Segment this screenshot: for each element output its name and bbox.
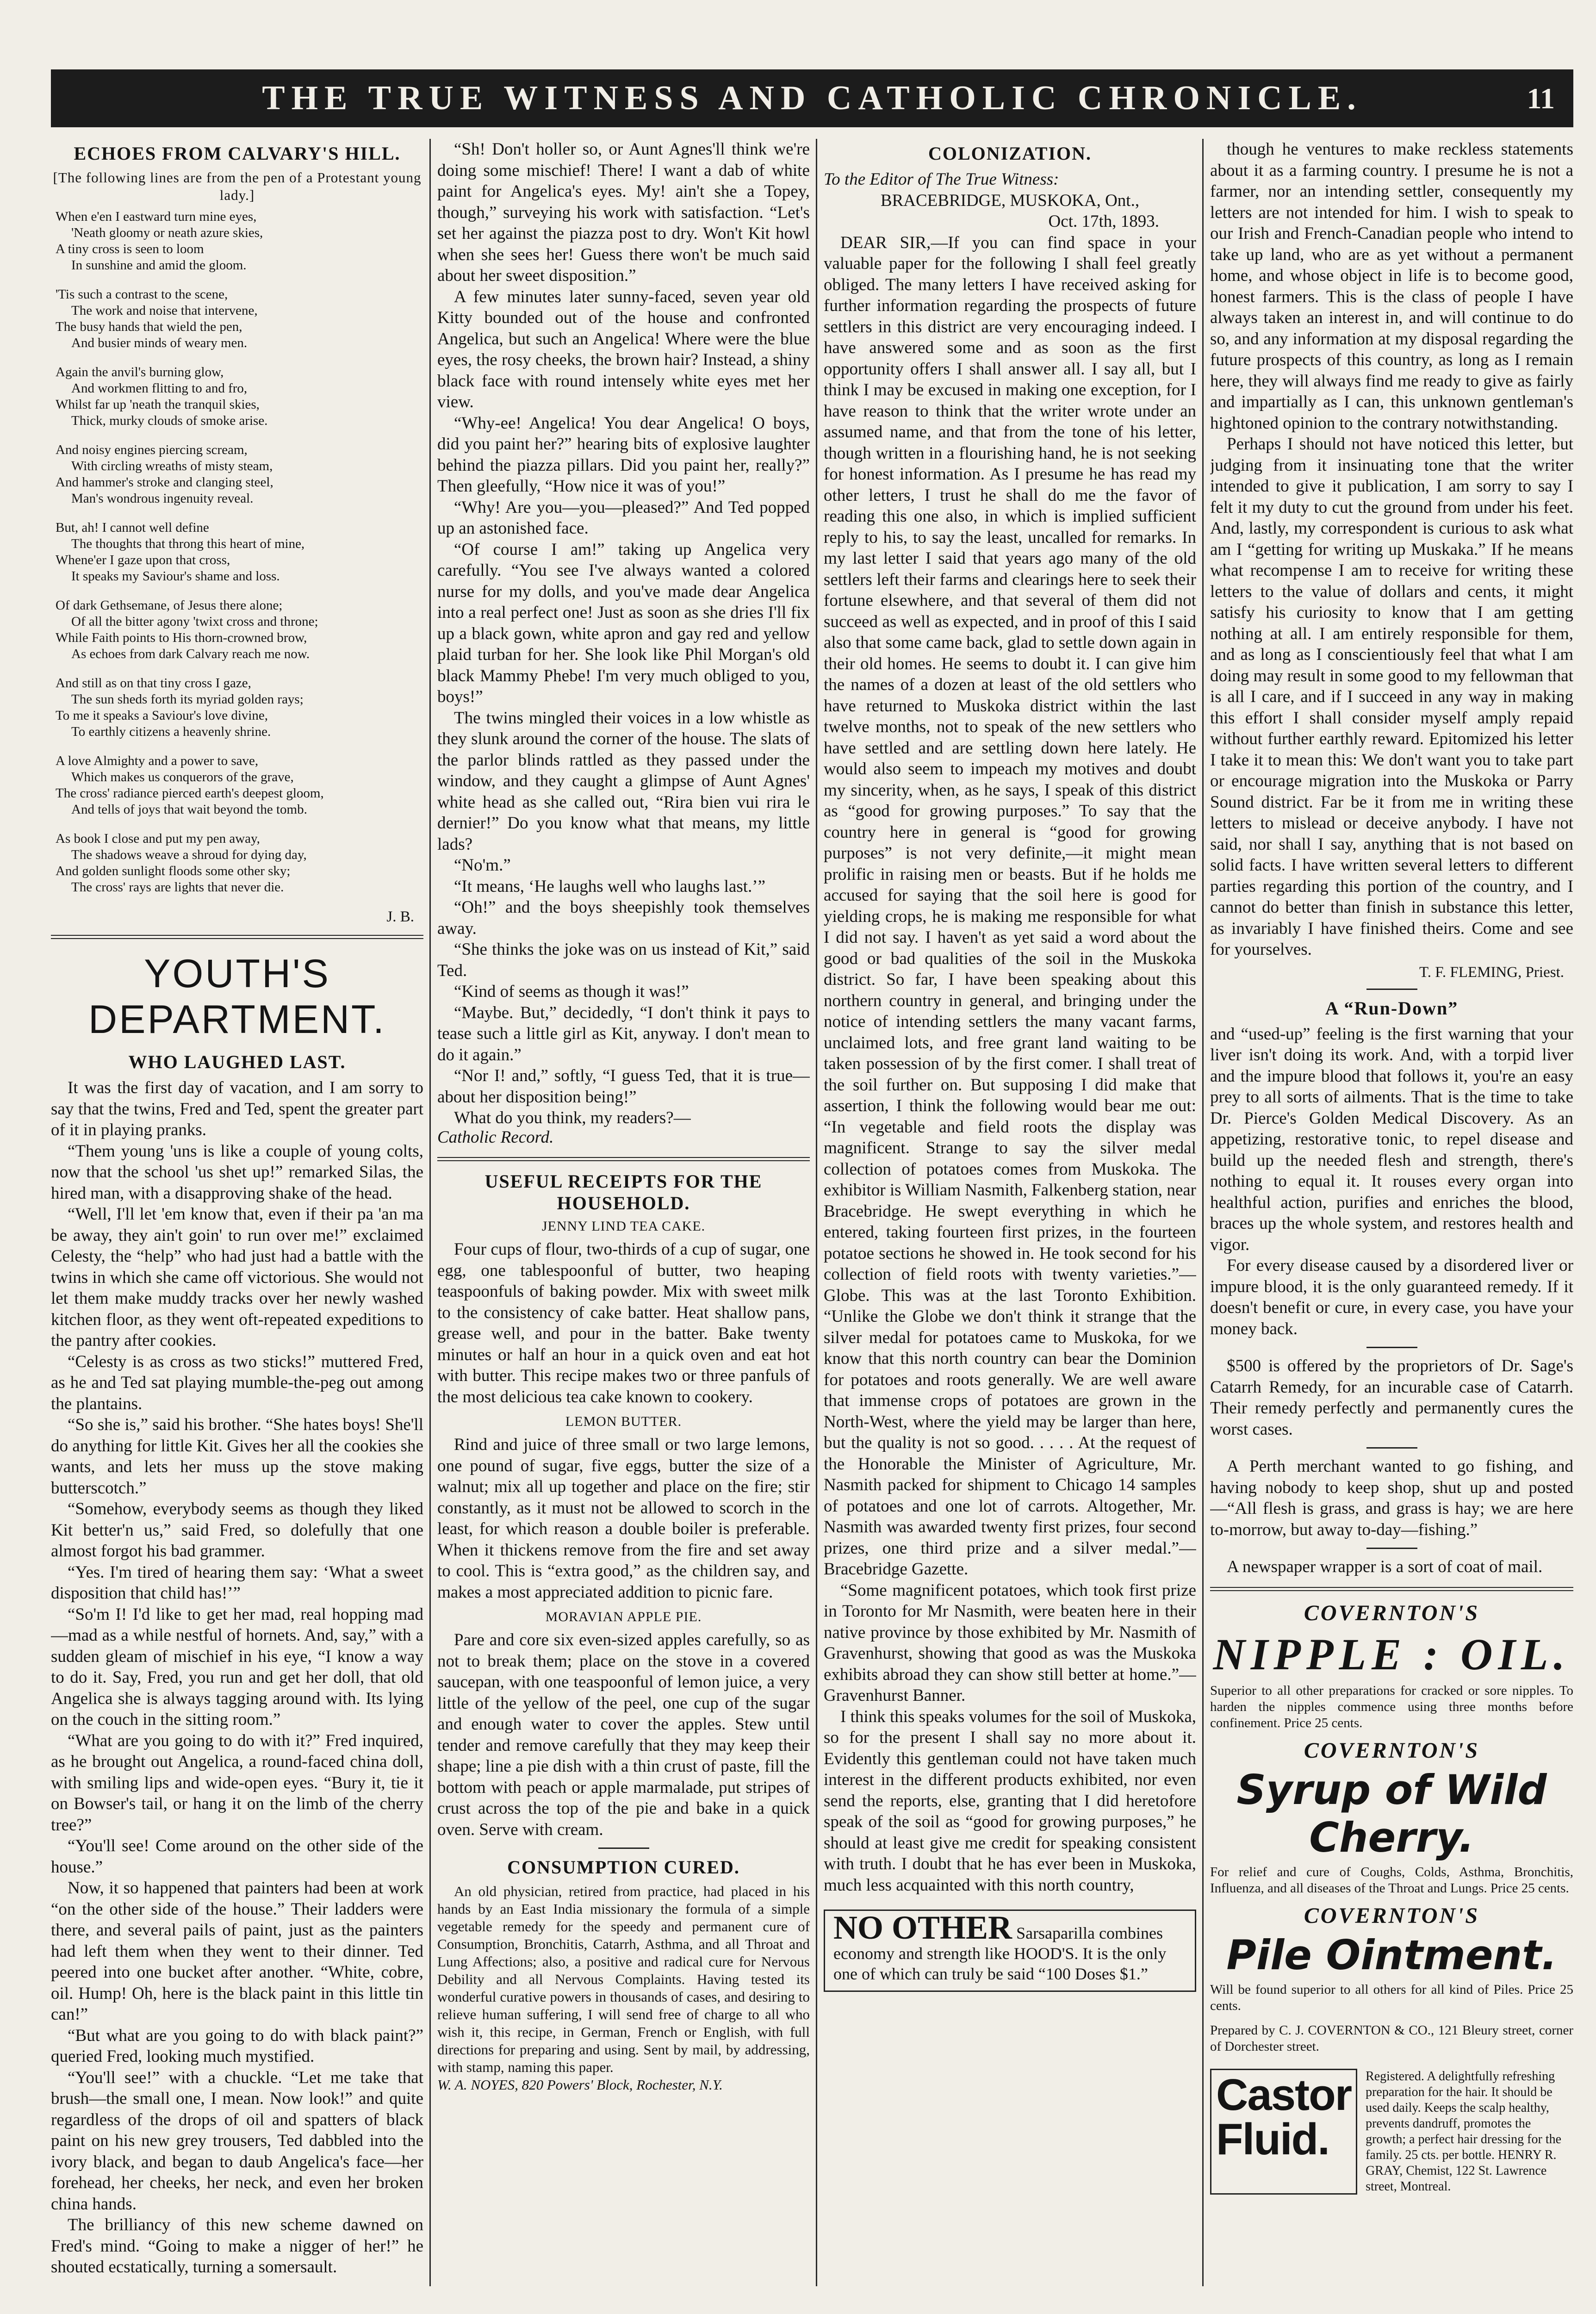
recipe-title: MORAVIAN APPLE PIE. bbox=[545, 1609, 702, 1624]
castor-fluid-text: Registered. A delightfully refreshing preparation for the hair. It should be used daily. Keeps the scalp healthy, prevents dandruff, promotes the growth; a perfect hair dressing for the family. 25 cts. per bottle. HENRY R. GRAY, Chemist, 122 St. Lawrence street, Montreal. bbox=[1366, 2069, 1562, 2194]
poem-line: It speaks my Saviour's shame and loss. bbox=[71, 569, 280, 584]
receipts-title: USEFUL RECEIPTS FOR THE HOUSEHOLD. bbox=[484, 1171, 763, 1213]
poem-line: The busy hands that wield the pen, bbox=[56, 319, 242, 334]
poem-note: [The following lines are from the pen of a Protestant young lady.] bbox=[53, 169, 422, 203]
paragraph: A few minutes later sunny-faced, seven year old Kitty bounded out of the house and confronted Angelica, but such an Angelica! Where were the blue eyes, the rosy cheeks, the brown hair? Instead, a shiny black face with round intensely white eyes met her view. bbox=[437, 287, 810, 411]
column-1 bbox=[51, 139, 423, 2295]
poem-line: While Faith points to His thorn-crowned brow, bbox=[56, 630, 307, 645]
paragraph: “Of course I am!” taking up Angelica very carefully. “You see I've always wanted a colored nurse for my dolls, and you've made dear Angelica into a real perfect one! Just as soon as she dries I'll fix up a black gown, white apron and gay red and yellow plaid turban for her. She look like Phil Morgan's old black Mammy Phebe! I'm very much obliged to you, boys!” bbox=[437, 540, 810, 706]
recipe-text: Rind and juice of three small or two large lemons, one pound of sugar, five eggs, butter the size of a walnut; mix all up together and place on the fire; stir constantly, as it must not be allowed to scorch in the least, for which reason a double boiler is preferable. When it thickens remove from the fire and set away to cool. This is “extra good,” as the children say, and makes a most appreciated addition to picnic fare. bbox=[437, 1435, 810, 1602]
column-2 bbox=[437, 139, 810, 2295]
paragraph: “But what are you going to do with black paint?” queried Fred, looking much mystified. bbox=[51, 2026, 423, 2066]
poem-line: And noisy engines piercing scream, bbox=[56, 442, 248, 457]
dateline-place: BRACEBRIDGE, MUSKOKA, Ont., bbox=[880, 191, 1140, 210]
nipple-oil-text: Superior to all other preparations for cracked or sore nipples. To harden the nipples commence using three months before confinement. Price 25 cents. bbox=[1210, 1683, 1573, 1730]
paragraph: It was the first day of vacation, and I am sorry to say that the twins, Fred and Ted, spent the greater part of it in playing pranks. bbox=[51, 1078, 423, 1139]
paragraph: “Nor I! and,” softly, “I guess Ted, that it is true—about her disposition being!” bbox=[437, 1066, 810, 1107]
paragraph: “Sh! Don't holler so, or Aunt Agnes'll think we're doing some mischief! There! I want a dab of white paint for Angelica's eyes. My! ain't she a Topey, though,” surveying his work with satisfaction. “Let's set her against the piazza post to dry. Won't Kit howl when she sees her! Guess there won't be much said about her sweet disposition.” bbox=[437, 140, 810, 285]
divider bbox=[437, 1157, 810, 1161]
paragraph: “She thinks the joke was on us instead of Kit,” said Ted. bbox=[437, 940, 810, 980]
castor-fluid-advertisement bbox=[1210, 2069, 1573, 2195]
poem-line: To earthly citizens a heavenly shrine. bbox=[71, 724, 271, 739]
paragraph: “What are you going to do with it?” Fred inquired, as he brought out Angelica, a round-faced china doll, with smiling lips and wide-open eyes. “Bury it, tie it on Bowser's tail, or hang it on the limb of the cherry tree?” bbox=[51, 1731, 423, 1835]
paragraph: “Somehow, everybody seems as though they liked Kit better'n us,” said Fred, so dolefully that one almost forgot his bad grammer. bbox=[51, 1499, 423, 1561]
poem-line: The cross' radiance pierced earth's deepest gloom, bbox=[56, 786, 324, 801]
recipe-text: Pare and core six even-sized apples carefully, so as not to break them; place on the stove in a covered saucepan, with one teaspoonful of lemon juice, a very little of the yellow of the peel, one cup of the sugar and enough water to cover the apples. Stew until tender and remove carefully that they may keep their shape; line a pie dish with a thin crust of paste, fill the bottom with peach or apple marmalade, put stripes of crust across the top of the pie and bake in a quick oven. Serve with cream. bbox=[437, 1630, 810, 1839]
paragraph: “Well, I'll let 'em know that, even if their pa 'an ma be away, they ain't goin' to run over me!” exclaimed Celesty, the “help” who had just had a battle with the twins in which she came off victorious. She would not let them make muddy tracks over her newly washed kitchen floor, as they went oft-repeated expeditions to the pantry after cookies. bbox=[51, 1205, 423, 1350]
divider bbox=[51, 935, 423, 939]
recipe-text: Four cups of flour, two-thirds of a cup of sugar, one egg, one tablespoonful of butter, two heaping teaspoonfuls of baking powder. Mix with sweet milk to the consistency of cake batter. Heat shallow pans, grease well, and pour in the batter. Bake twenty minutes or half an hour in a quick oven and eat hot with butter. This recipe makes two or three panfuls of the most delicious tea cake known to cookery. bbox=[437, 1240, 810, 1406]
poem-line: And hammer's stroke and clanging steel, bbox=[56, 475, 273, 490]
poem-line: And tells of joys that wait beyond the tomb. bbox=[71, 802, 307, 817]
paragraph: DEAR SIR,—If you can find space in your valuable paper for the following I shall feel greatly obliged. The many letters I have received asking for further information regarding the prospects of future settlers in this district are very encouraging indeed. I have answered some and as soon as the first opportunity offers I shall answer all. I say all, but I think I may be excused in making one exception, for I have reason to think that the writer wrote under an assumed name, and that from the tone of his letter, though written in a flourishing hand, he is not seeking for honest information. As I presume he has read my other letters, I trust he shall do me the favor of reading this one also, in which is implied sufficient reply to his, to say the least, uncalled for remarks. In my last letter I said that years ago many of the old settlers left their farms and clearings here to seek their fortune elsewhere, and that several of them did not succeed as well as expected, and in proof of this I said also that some came back, glad to settle down again in their old homes. He seems to doubt it. I can give him the names of a dozen at least of the old settlers who have returned to Muskoka district within the last twelve months, not to speak of the new settlers who have settled and are settling down here lately. He would also seem to impeach my motives and doubt my sincerity, when, as he says, I speak of this district as “good for growing purposes.” To say that the country here in general is “good for growing purposes” is not very definite,—it might mean prolific in raising men or beasts. But if he holds me accused for saying that the soil here is good for yielding crops, he is making me responsible for what I did not say. I haven't as yet said a word about the good or bad qualities of the soil in the Muskoka district. So far, I have been speaking about this northern country in general, and bringing under the notice of intending settlers the many vacant farms, unclaimed lots, and free grant land waiting to be taken possession of by the first comer. I shall treat of the soil further on. But supposing I did make that assertion, I think the following would bear me out: “In vegetable and field roots the display was magnificent. Strange to say the silver medal collection of potatoes comes from Muskoka. The exhibitor is William Nasmith, Falkenberg station, near Bracebridge. He swept everything in which he entered, taking fourteen first prizes, in the fourteen potatoe sections he showed in. He took second for his collection of field roots with twenty varieties.”—Globe. This was at the last Toronto Exhibition. “Unlike the Globe we don't think it strange that the silver medal for potatoes came to Muskoka, for we know that this north country can bear the Dominion for potatoes and roots generally. We are well aware that immense crops of potatoes are grown in the North-West, where the yield may be larger than here, but the quality is not so good. . . . . At the request of the Honorable the Minister of Agriculture, Mr. Nasmith packed for shipment to Chicago 14 samples of potatoes and one lot of carrots. Altogether, Mr. Nasmith was awarded twenty first prizes, four second prizes, one third prize and a silver medal.”—Bracebridge Gazette. bbox=[824, 233, 1196, 1579]
paragraph: though he ventures to make reckless statements about it as a farming country. I presume he is not a farmer, nor an intending settler, consequently my letters are not intended for him. I wish to speak to our Irish and French-Canadian people who intend to take up land, who are as yet without a permanent home, and whose object in life is to become good, honest farmers. This is the class of people I have always taken an interest in, and will continue to do so, and any information at my disposal regarding the future prospects of this country, as long as I remain here, they will always find me ready to give as fairly and impartially as I can, this unknown gentleman's hightoned opinion to the contrary notwithstanding. bbox=[1210, 140, 1573, 433]
poem-line: Whene'er I gaze upon that cross, bbox=[56, 553, 230, 567]
poem-line: Of all the bitter agony 'twixt cross and throne; bbox=[71, 614, 318, 629]
divider bbox=[1366, 1347, 1417, 1348]
poem-line: And still as on that tiny cross I gaze, bbox=[56, 676, 251, 690]
poem-line: The thoughts that throng this heart of mine, bbox=[71, 536, 305, 551]
paragraph: “It means, ‘He laughs well who laughs last.’” bbox=[454, 877, 766, 896]
poem-line: As echoes from dark Calvary reach me now. bbox=[71, 647, 310, 661]
paragraph: “Maybe. But,” decidedly, “I don't think it pays to tease such a little girl as Kit, anyway. I don't mean to do it again.” bbox=[437, 1003, 810, 1064]
rundown-text: and “used-up” feeling is the first warning that your liver isn't doing its work. And, with a torpid liver and the impure blood that follows it, you're an easy prey to all sorts of ailments. That is the time to take Dr. Pierce's Golden Medical Discovery. As an appetizing, restorative tonic, to repel disease and build up the needed flesh and strength, there's nothing to equal it. It rouses every organ into healthful action, purifies and enriches the blood, braces up the whole system, and restores health and vigor. bbox=[1210, 1024, 1573, 1254]
poem-stanza bbox=[51, 831, 423, 896]
paragraph: “Why! Are you—you—pleased?” And Ted popped up an astonished face. bbox=[437, 498, 810, 538]
poem-line: The sun sheds forth its myriad golden rays; bbox=[71, 692, 304, 707]
story-continued bbox=[437, 139, 810, 1129]
divider bbox=[1366, 989, 1417, 990]
masthead-title: THE TRUE WITNESS AND CATHOLIC CHRONICLE. bbox=[262, 79, 1362, 117]
recipe-title: JENNY LIND TEA CAKE. bbox=[541, 1219, 706, 1234]
paragraph: Perhaps I should not have noticed this letter, but judging from it insinuating tone that the writer intended to give it publication, I am sorry to say I felt it my duty to cut the ground from under his feet. And, lastly, my correspondent is curious to ask what am I “getting for writing up Muskaka.” If he means what recompense I am to receive for writing these letters to the value of dollars and cents, it might satisfy his curiosity to know that I am getting nothing at all. I am entirely responsible for them, and as long as I conscientiously feel that what I am doing may result in some good to my fellowman that is all I care, and if I succeed in any way in making this effort I shall consider myself amply repaid without further earthly reward. Epitomized his letter I take it to mean this: We don't want you to take part or encourage migration into the Muskoka or Parry Sound district. Far be it from me in writing these letters to mislead or deceive anybody. I have not said, nor shall I say, anything that is not based on solid facts. I have written several letters to different parties regarding this portion of the country, and I cannot do better than finish in substance this letter, as invariably I have finished theirs. Come and see for yourselves. bbox=[1210, 435, 1573, 959]
poem-stanza bbox=[51, 286, 423, 351]
to-editor: To the Editor of The True Witness: bbox=[824, 170, 1059, 189]
column-3 bbox=[824, 139, 1196, 2295]
story-source: Catholic Record. bbox=[437, 1127, 554, 1147]
dateline-date: Oct. 17th, 1893. bbox=[1048, 212, 1159, 231]
prepared-by: Prepared by C. J. COVERNTON & CO., 121 Bleury street, corner of Dorchester street. bbox=[1210, 2022, 1573, 2054]
rundown-text-2: For every disease caused by a disordered liver or impure blood, it is the only guaranteed remedy. If it doesn't benefit or cure, in every case, you have your money back. bbox=[1210, 1256, 1573, 1338]
paragraph: “So she is,” said his brother. “She hates boys! She'll do anything for little Kit. Gives her all the cookies she wants, and lets her muss up the stove making butterscotch.” bbox=[51, 1415, 423, 1498]
article-title: COLONIZATION. bbox=[928, 143, 1092, 164]
column-4 bbox=[1210, 139, 1573, 2295]
syrup-text: For relief and cure of Coughs, Colds, Asthma, Bronchitis, Influenza, and all diseases of the Throat and Lungs. Price 25 cents. bbox=[1210, 1864, 1573, 1896]
poem-stanza bbox=[51, 675, 423, 740]
article-continued bbox=[1210, 139, 1573, 960]
hoods-advertisement bbox=[824, 1910, 1196, 1992]
divider bbox=[1366, 1548, 1417, 1549]
poem-stanza bbox=[51, 597, 423, 662]
story-body bbox=[51, 1077, 423, 2278]
divider bbox=[598, 1847, 649, 1849]
poem-line: And busier minds of weary men. bbox=[71, 336, 248, 350]
poem-stanza bbox=[51, 364, 423, 429]
consumption-signature: W. A. NOYES, 820 Powers' Block, Rochester, N.Y. bbox=[437, 2077, 723, 2093]
paragraph: “Them young 'uns is like a couple of young colts, now that the school 'us shet up!” remarked Silas, the hired man, with a disapproving shake of the head. bbox=[51, 1141, 423, 1203]
poem-line: The shadows weave a shroud for dying day, bbox=[71, 847, 307, 862]
paragraph: What do you think, my readers?— bbox=[454, 1108, 691, 1127]
paragraph: “You'll see!” with a chuckle. “Let me take that brush—the small one, I mean. Now look!” and quite regardless of the drops of oil and spatters of black paint on his new grey trousers, Ted dabbled into the ivory black, and began to daub Angelica's face—her forehead, her cheeks, her neck, and even her broken china hands. bbox=[51, 2068, 423, 2214]
perth-anecdote: A Perth merchant wanted to go fishing, and having nobody to keep shop, shut up and posted—“All flesh is grass, and grass is hay; we are here to-morrow, but away to-day—fishing.” bbox=[1210, 1457, 1573, 1539]
poem-body bbox=[51, 209, 423, 896]
paragraph: “Why-ee! Angelica! You dear Angelica! O boys, did you paint her?” hearing bits of explosive laughter behind the piazza pillars. Did you paint her, really?” Then gleefully, “How nice it was of you!” bbox=[437, 413, 810, 496]
poem-line: Which makes us conquerors of the grave, bbox=[71, 770, 294, 784]
paragraph: The twins mingled their voices in a low whistle as they slunk around the corner of the house. The slats of the parlor blinds rattled as they passed under the window, and they caught a glimpse of Aunt Agnes' white head as she called out, “Rira bien vui rira le dernier!” Do you know what that means, my little lads? bbox=[437, 708, 810, 854]
pile-text: Will be found superior to all others for all kind of Piles. Price 25 cents. bbox=[1210, 1982, 1573, 2013]
poem-line: And workmen flitting to and fro, bbox=[71, 381, 248, 396]
column-rule bbox=[429, 139, 431, 2286]
poem-line: Whilst far up 'neath the tranquil skies, bbox=[56, 397, 260, 412]
covernton-heading: COVERNTON'S bbox=[1304, 1738, 1480, 1763]
syrup-title: Syrup of Wild Cherry. bbox=[1236, 1766, 1547, 1861]
divider bbox=[1366, 1447, 1417, 1449]
poem-line: The work and noise that intervene, bbox=[71, 303, 258, 318]
paragraph: “Kind of seems as though it was!” bbox=[454, 982, 689, 1001]
poem-stanza bbox=[51, 753, 423, 818]
poem-line: 'Neath gloomy or neath azure skies, bbox=[71, 225, 263, 240]
poem-line: Again the anvil's burning glow, bbox=[56, 365, 224, 379]
poem-line: To me it speaks a Saviour's love divine, bbox=[56, 708, 268, 723]
poem-line: When e'en I eastward turn mine eyes, bbox=[56, 209, 257, 224]
poem-line: A tiny cross is seen to loom bbox=[56, 242, 204, 256]
poem-line: With circling wreaths of misty steam, bbox=[71, 459, 273, 473]
covernton-heading: COVERNTON'S bbox=[1304, 1600, 1480, 1625]
poem-stanza bbox=[51, 520, 423, 585]
poem-line: Man's wondrous ingenuity reveal. bbox=[71, 491, 254, 506]
column-rule bbox=[816, 139, 817, 2286]
poem-stanza bbox=[51, 209, 423, 274]
consumption-title: CONSUMPTION CURED. bbox=[507, 1857, 740, 1878]
divider bbox=[1210, 1587, 1573, 1591]
poem-line: But, ah! I cannot well define bbox=[56, 520, 209, 535]
poem-line: And golden sunlight floods some other sky; bbox=[56, 864, 291, 878]
paragraph: “Yes. I'm tired of hearing them say: ‘What a sweet disposition that child has!’” bbox=[51, 1562, 423, 1603]
page-number: 11 bbox=[1527, 82, 1555, 115]
poem-line: 'Tis such a contrast to the scene, bbox=[56, 287, 228, 302]
poem-title: ECHOES FROM CALVARY'S HILL. bbox=[74, 143, 401, 164]
department-title: YOUTH'S DEPARTMENT. bbox=[88, 952, 386, 1042]
paragraph: Now, it so happened that painters had been at work “on the other side of the house.” Their ladders were there, and several pails of paint, just as the painters had left them when they went to their dinner. Ted peered into one bucket after another. “White, cobre, oil. Hump! Oh, here is the black paint in this little tin can!” bbox=[51, 1879, 423, 2024]
paragraph: The brilliancy of this new scheme dawned on Fred's mind. “Going to make a nigger of her!” he shouted ecstatically, turning a somersault. bbox=[51, 2215, 423, 2277]
paragraph: I think this speaks volumes for the soil of Muskoka, so for the present I shall say no more about it. Evidently this gentleman could not have taken much interest in the different products exhibited, nor even send the reports, else, granting that I did heretofore speak of the soil as “good for growing purposes,” he should at least give me credit for speaking consistent with truth. I doubt that he has ever been in Muskoka, much less acquainted with this north country, bbox=[824, 1707, 1196, 1895]
column-rule bbox=[1202, 139, 1204, 2286]
pile-title: Pile Ointment. bbox=[1226, 1931, 1557, 1979]
poem-line: Thick, murky clouds of smoke arise. bbox=[71, 413, 268, 428]
poem-line: In sunshine and amid the gloom. bbox=[71, 258, 247, 273]
nipple-oil-title: NIPPLE : OIL. bbox=[1213, 1629, 1571, 1679]
paragraph: “Some magnificent potatoes, which took first prize in Toronto for Mr Nasmith, were beaten here in their native province by those exhibited by Mr. Nasmith of Gravenhurst, showing that good as was the Muskoka exhibits abroad they can show still better at home.”—Gravenhurst Banner. bbox=[824, 1580, 1196, 1705]
article-signature: T. F. FLEMING, Priest. bbox=[1419, 964, 1564, 981]
paragraph: “You'll see! Come around on the other side of the house.” bbox=[51, 1836, 423, 1877]
recipe-title: LEMON BUTTER. bbox=[565, 1414, 682, 1429]
hoods-lead: NO OTHER bbox=[833, 1909, 1012, 1946]
poem-signature: J. B. bbox=[386, 908, 414, 925]
poem-line: Of dark Gethsemane, of Jesus there alone; bbox=[56, 598, 283, 613]
poem-line: As book I close and put my pen away, bbox=[56, 831, 260, 846]
paragraph: “So'm I! I'd like to get her mad, real hopping mad—mad as a while nestful of hornets. And, say,” with a sudden gleam of mischief in his eye, “I know a way to do it. Say, Fred, you run and get her doll, that old Angelica she is always tagging around with. Its lying on the couch in the sitting room.” bbox=[51, 1605, 423, 1729]
poem-line: A love Almighty and a power to save, bbox=[56, 753, 259, 768]
sage-notice: $500 is offered by the proprietors of Dr. Sage's Catarrh Remedy, for an incurable case of Catarrh. Their remedy perfectly and permanently cures the worst cases. bbox=[1210, 1356, 1573, 1439]
rundown-title: A “Run-Down” bbox=[1325, 997, 1459, 1019]
masthead bbox=[51, 69, 1573, 127]
paragraph: “No'm.” bbox=[454, 856, 511, 875]
hoods-text: Sarsaparilla combines economy and strength like HOOD'S. It is the only one of which can truly be said “100 Doses $1.” bbox=[833, 1924, 1167, 1983]
poem-line: The cross' rays are lights that never die. bbox=[71, 880, 284, 895]
covernton-heading: COVERNTON'S bbox=[1304, 1903, 1480, 1928]
paragraph: “Oh!” and the boys sheepishly took themselves away. bbox=[437, 898, 810, 938]
paragraph: “Celesty is as cross as two sticks!” muttered Fred, as he and Ted sat playing mumble-the-peg out among the plantains. bbox=[51, 1352, 423, 1413]
article-body bbox=[824, 232, 1196, 1896]
consumption-text: An old physician, retired from practice, had placed in his hands by an East India missionary the formula of a simple vegetable remedy for the speedy and permanent cure of Consumption, Bronchitis, Catarrh, Asthma, and all Throat and Lung Affections; also, a positive and radical cure for Nervous Debility and all Nervous Complaints. Having tested its wonderful curative powers in thousands of cases, and desiring to relieve human suffering, I will send free of charge to all who wish it, this recipe, in German, French or English, with full directions for preparing and using. Sent by mail, by addressing, with stamp, naming this paper. bbox=[437, 1883, 810, 2075]
wrapper-quip: A newspaper wrapper is a sort of coat of mail. bbox=[1227, 1557, 1543, 1576]
poem-stanza bbox=[51, 442, 423, 507]
castor-fluid-logo: Castor Fluid. bbox=[1210, 2069, 1357, 2195]
story-title: WHO LAUGHED LAST. bbox=[128, 1051, 346, 1072]
